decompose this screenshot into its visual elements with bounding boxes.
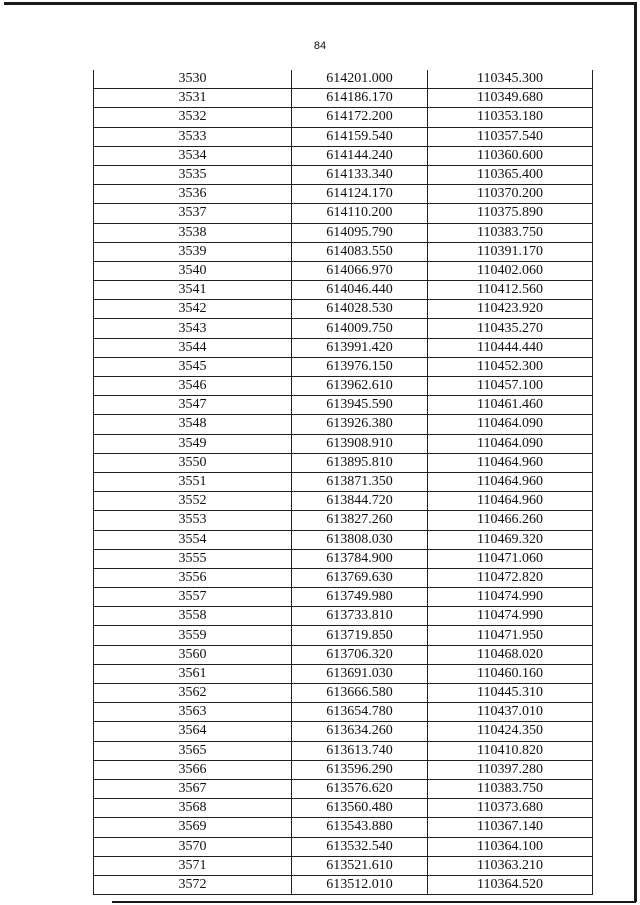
table-row xyxy=(94,300,593,319)
point-number-cell: 3567 xyxy=(94,779,292,798)
x-coordinate-cell: 613827.260 xyxy=(292,511,428,530)
y-coordinate-cell: 110472.820 xyxy=(428,568,593,587)
x-coordinate-cell: 613613.740 xyxy=(292,741,428,760)
table-row xyxy=(94,837,593,856)
x-coordinate-cell: 613596.290 xyxy=(292,760,428,779)
table-row xyxy=(94,760,593,779)
point-number-cell: 3541 xyxy=(94,281,292,300)
x-coordinate-cell: 613871.350 xyxy=(292,472,428,491)
x-coordinate-cell: 613521.610 xyxy=(292,856,428,875)
y-coordinate-cell: 110364.520 xyxy=(428,875,593,894)
point-number-cell: 3532 xyxy=(94,108,292,127)
x-coordinate-cell: 613926.380 xyxy=(292,415,428,434)
y-coordinate-cell: 110349.680 xyxy=(428,89,593,108)
table-row xyxy=(94,108,593,127)
x-coordinate-cell: 614172.200 xyxy=(292,108,428,127)
point-number-cell: 3571 xyxy=(94,856,292,875)
table-row xyxy=(94,530,593,549)
point-number-cell: 3531 xyxy=(94,89,292,108)
y-coordinate-cell: 110474.990 xyxy=(428,607,593,626)
table-row xyxy=(94,607,593,626)
y-coordinate-cell: 110364.100 xyxy=(428,837,593,856)
y-coordinate-cell: 110460.160 xyxy=(428,664,593,683)
y-coordinate-cell: 110424.350 xyxy=(428,722,593,741)
x-coordinate-cell: 613784.900 xyxy=(292,549,428,568)
point-number-cell: 3537 xyxy=(94,204,292,223)
table-row xyxy=(94,453,593,472)
point-number-cell: 3549 xyxy=(94,434,292,453)
table-row xyxy=(94,415,593,434)
point-number-cell: 3552 xyxy=(94,492,292,511)
table-row xyxy=(94,588,593,607)
table-row xyxy=(94,645,593,664)
y-coordinate-cell: 110360.600 xyxy=(428,146,593,165)
point-number-cell: 3564 xyxy=(94,722,292,741)
y-coordinate-cell: 110464.960 xyxy=(428,472,593,491)
table-row xyxy=(94,377,593,396)
point-number-cell: 3540 xyxy=(94,261,292,280)
y-coordinate-cell: 110357.540 xyxy=(428,127,593,146)
y-coordinate-cell: 110435.270 xyxy=(428,319,593,338)
x-coordinate-cell: 614144.240 xyxy=(292,146,428,165)
point-number-cell: 3538 xyxy=(94,223,292,242)
table-row xyxy=(94,396,593,415)
point-number-cell: 3544 xyxy=(94,338,292,357)
point-number-cell: 3572 xyxy=(94,875,292,894)
table-row xyxy=(94,185,593,204)
x-coordinate-cell: 614028.530 xyxy=(292,300,428,319)
x-coordinate-cell: 613769.630 xyxy=(292,568,428,587)
x-coordinate-cell: 614159.540 xyxy=(292,127,428,146)
x-coordinate-cell: 613908.910 xyxy=(292,434,428,453)
y-coordinate-cell: 110391.170 xyxy=(428,242,593,261)
point-number-cell: 3533 xyxy=(94,127,292,146)
table-row xyxy=(94,703,593,722)
x-coordinate-cell: 613560.480 xyxy=(292,799,428,818)
y-coordinate-cell: 110468.020 xyxy=(428,645,593,664)
point-number-cell: 3562 xyxy=(94,684,292,703)
y-coordinate-cell: 110365.400 xyxy=(428,165,593,184)
x-coordinate-cell: 613532.540 xyxy=(292,837,428,856)
x-coordinate-cell: 614110.200 xyxy=(292,204,428,223)
table-row xyxy=(94,741,593,760)
table-row xyxy=(94,818,593,837)
y-coordinate-cell: 110464.960 xyxy=(428,453,593,472)
y-coordinate-cell: 110461.460 xyxy=(428,396,593,415)
table-row xyxy=(94,165,593,184)
point-number-cell: 3536 xyxy=(94,185,292,204)
page-number: 84 xyxy=(313,40,327,52)
y-coordinate-cell: 110410.820 xyxy=(428,741,593,760)
point-number-cell: 3535 xyxy=(94,165,292,184)
point-number-cell: 3551 xyxy=(94,472,292,491)
point-number-cell: 3530 xyxy=(94,70,292,89)
y-coordinate-cell: 110471.950 xyxy=(428,626,593,645)
table-row xyxy=(94,779,593,798)
x-coordinate-cell: 613808.030 xyxy=(292,530,428,549)
x-coordinate-cell: 614066.970 xyxy=(292,261,428,280)
point-number-cell: 3546 xyxy=(94,377,292,396)
y-coordinate-cell: 110363.210 xyxy=(428,856,593,875)
coordinate-table xyxy=(93,70,593,895)
point-number-cell: 3560 xyxy=(94,645,292,664)
y-coordinate-cell: 110474.990 xyxy=(428,588,593,607)
table-row xyxy=(94,146,593,165)
y-coordinate-cell: 110457.100 xyxy=(428,377,593,396)
y-coordinate-cell: 110452.300 xyxy=(428,357,593,376)
y-coordinate-cell: 110367.140 xyxy=(428,818,593,837)
y-coordinate-cell: 110469.320 xyxy=(428,530,593,549)
x-coordinate-cell: 614009.750 xyxy=(292,319,428,338)
table-row xyxy=(94,127,593,146)
y-coordinate-cell: 110437.010 xyxy=(428,703,593,722)
y-coordinate-cell: 110466.260 xyxy=(428,511,593,530)
table-row xyxy=(94,319,593,338)
point-number-cell: 3569 xyxy=(94,818,292,837)
y-coordinate-cell: 110412.560 xyxy=(428,281,593,300)
y-coordinate-cell: 110445.310 xyxy=(428,684,593,703)
y-coordinate-cell: 110423.920 xyxy=(428,300,593,319)
table-row xyxy=(94,204,593,223)
x-coordinate-cell: 613733.810 xyxy=(292,607,428,626)
x-coordinate-cell: 614083.550 xyxy=(292,242,428,261)
point-number-cell: 3559 xyxy=(94,626,292,645)
table-row xyxy=(94,492,593,511)
x-coordinate-cell: 613512.010 xyxy=(292,875,428,894)
y-coordinate-cell: 110383.750 xyxy=(428,223,593,242)
table-row xyxy=(94,281,593,300)
y-coordinate-cell: 110375.890 xyxy=(428,204,593,223)
table-row xyxy=(94,242,593,261)
point-number-cell: 3565 xyxy=(94,741,292,760)
x-coordinate-cell: 613576.620 xyxy=(292,779,428,798)
table-row xyxy=(94,261,593,280)
point-number-cell: 3542 xyxy=(94,300,292,319)
y-coordinate-cell: 110373.680 xyxy=(428,799,593,818)
table-row xyxy=(94,434,593,453)
coordinate-table-body xyxy=(94,70,593,895)
y-coordinate-cell: 110464.090 xyxy=(428,415,593,434)
x-coordinate-cell: 614046.440 xyxy=(292,281,428,300)
x-coordinate-cell: 613719.850 xyxy=(292,626,428,645)
table-row xyxy=(94,856,593,875)
table-row xyxy=(94,511,593,530)
x-coordinate-cell: 614201.000 xyxy=(292,70,428,89)
table-row xyxy=(94,472,593,491)
x-coordinate-cell: 614186.170 xyxy=(292,89,428,108)
x-coordinate-cell: 613895.810 xyxy=(292,453,428,472)
table-row xyxy=(94,223,593,242)
table-row xyxy=(94,357,593,376)
point-number-cell: 3566 xyxy=(94,760,292,779)
x-coordinate-cell: 614095.790 xyxy=(292,223,428,242)
x-coordinate-cell: 613706.320 xyxy=(292,645,428,664)
point-number-cell: 3545 xyxy=(94,357,292,376)
x-coordinate-cell: 613654.780 xyxy=(292,703,428,722)
point-number-cell: 3570 xyxy=(94,837,292,856)
table-row xyxy=(94,70,593,89)
x-coordinate-cell: 613844.720 xyxy=(292,492,428,511)
x-coordinate-cell: 613962.610 xyxy=(292,377,428,396)
y-coordinate-cell: 110397.280 xyxy=(428,760,593,779)
point-number-cell: 3548 xyxy=(94,415,292,434)
x-coordinate-cell: 613991.420 xyxy=(292,338,428,357)
point-number-cell: 3555 xyxy=(94,549,292,568)
point-number-cell: 3534 xyxy=(94,146,292,165)
x-coordinate-cell: 613666.580 xyxy=(292,684,428,703)
scan-border-bottom xyxy=(112,901,636,903)
x-coordinate-cell: 613749.980 xyxy=(292,588,428,607)
table-row xyxy=(94,664,593,683)
point-number-cell: 3539 xyxy=(94,242,292,261)
scan-border-top xyxy=(4,2,636,5)
table-row xyxy=(94,799,593,818)
y-coordinate-cell: 110471.060 xyxy=(428,549,593,568)
table-row xyxy=(94,338,593,357)
point-number-cell: 3543 xyxy=(94,319,292,338)
point-number-cell: 3558 xyxy=(94,607,292,626)
x-coordinate-cell: 614133.340 xyxy=(292,165,428,184)
y-coordinate-cell: 110444.440 xyxy=(428,338,593,357)
point-number-cell: 3554 xyxy=(94,530,292,549)
x-coordinate-cell: 614124.170 xyxy=(292,185,428,204)
x-coordinate-cell: 613634.260 xyxy=(292,722,428,741)
point-number-cell: 3557 xyxy=(94,588,292,607)
y-coordinate-cell: 110353.180 xyxy=(428,108,593,127)
table-row xyxy=(94,722,593,741)
y-coordinate-cell: 110402.060 xyxy=(428,261,593,280)
point-number-cell: 3550 xyxy=(94,453,292,472)
x-coordinate-cell: 613945.590 xyxy=(292,396,428,415)
y-coordinate-cell: 110345.300 xyxy=(428,70,593,89)
point-number-cell: 3568 xyxy=(94,799,292,818)
table-row xyxy=(94,875,593,894)
point-number-cell: 3563 xyxy=(94,703,292,722)
x-coordinate-cell: 613691.030 xyxy=(292,664,428,683)
point-number-cell: 3556 xyxy=(94,568,292,587)
x-coordinate-cell: 613543.880 xyxy=(292,818,428,837)
y-coordinate-cell: 110370.200 xyxy=(428,185,593,204)
point-number-cell: 3561 xyxy=(94,664,292,683)
y-coordinate-cell: 110464.090 xyxy=(428,434,593,453)
y-coordinate-cell: 110464.960 xyxy=(428,492,593,511)
x-coordinate-cell: 613976.150 xyxy=(292,357,428,376)
table-row xyxy=(94,549,593,568)
table-row xyxy=(94,89,593,108)
scan-border-right xyxy=(634,2,637,902)
table-row xyxy=(94,684,593,703)
point-number-cell: 3553 xyxy=(94,511,292,530)
y-coordinate-cell: 110383.750 xyxy=(428,779,593,798)
table-row xyxy=(94,568,593,587)
table-row xyxy=(94,626,593,645)
point-number-cell: 3547 xyxy=(94,396,292,415)
